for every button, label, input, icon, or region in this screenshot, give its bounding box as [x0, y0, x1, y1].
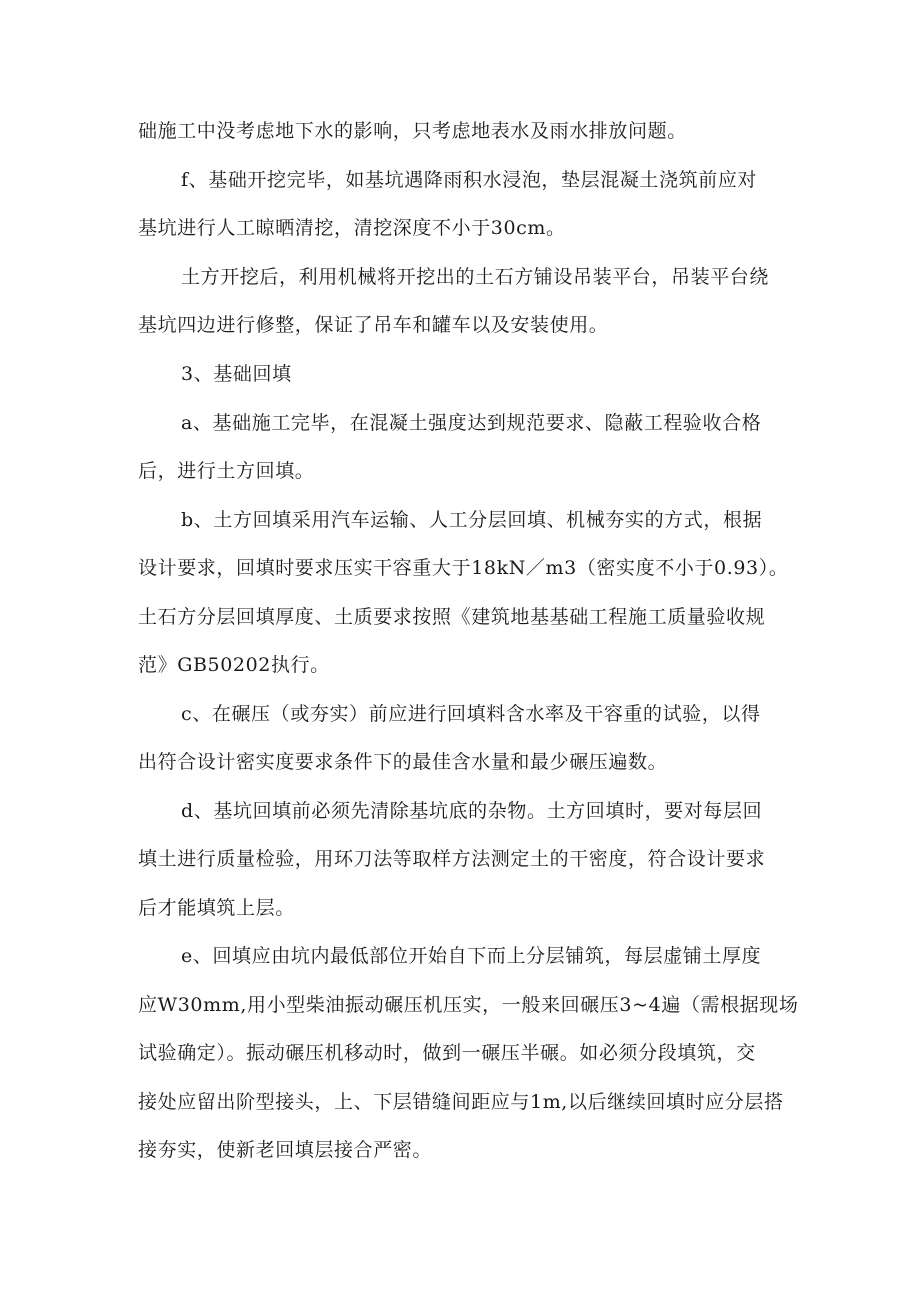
text-line: 试验确定）。振动碾压机移动时，做到一碾压半碾。如必须分段填筑，交	[138, 1042, 756, 1064]
text-line: 基坑四边进行修整，保证了吊车和罐车以及安装使用。	[138, 314, 609, 336]
paragraph-e-line-1: e、回填应由坑内最低部位开始自下而上分层铺筑，每层虚铺土厚度	[181, 945, 762, 967]
text-line: 后才能填筑上层。	[138, 897, 295, 919]
paragraph-a-line-1: a、基础施工完毕，在混凝土强度达到规范要求、隐蔽工程验收合格	[181, 412, 762, 434]
text-line: 应W30mm,用小型柴油振动碾压机压实，一般来回碾压3~4遍（需根据现场	[138, 994, 799, 1016]
paragraph-earthwork-line-1: 土方开挖后，利用机械将开挖出的土石方铺设吊装平台，吊装平台绕	[181, 266, 770, 288]
text-line: 础施工中没考虑地下水的影响，只考虑地表水及雨水排放问题。	[138, 120, 687, 142]
paragraph-b-line-1: b、土方回填采用汽车运输、人工分层回填、机械夯实的方式，根据	[181, 509, 763, 531]
text-line: 出符合设计密实度要求条件下的最佳含水量和最少碾压遍数。	[138, 751, 668, 773]
section-heading: 3、基础回填	[181, 363, 292, 385]
text-line: 后，进行土方回填。	[138, 460, 315, 482]
text-line: 基坑进行人工晾晒清挖，清挖深度不小于30cm。	[138, 217, 566, 239]
text-line: 范》GB50202执行。	[138, 654, 330, 676]
text-line: 接处应留出阶型接头，上、下层错缝间距应与1m,以后继续回填时应分层搭	[138, 1091, 784, 1113]
text-line: 设计要求，回填时要求压实干容重大于18kN／m3（密实度不小于0.93）。	[138, 557, 789, 579]
paragraph-d-line-1: d、基坑回填前必须先清除基坑底的杂物。土方回填时，要对每层回	[181, 800, 763, 822]
text-line: 土石方分层回填厚度、土质要求按照《建筑地基基础工程施工质量验收规	[138, 606, 766, 628]
text-line: 填土进行质量检验，用环刀法等取样方法测定土的干密度，符合设计要求	[138, 848, 766, 870]
text-line: 接夯实，使新老回填层接合严密。	[138, 1139, 433, 1161]
paragraph-c-line-1: c、在碾压（或夯实）前应进行回填料含水率及干容重的试验，以得	[181, 703, 761, 725]
paragraph-f-line-1: f、基础开挖完毕，如基坑遇降雨积水浸泡，垫层混凝土浇筑前应对	[181, 169, 758, 191]
